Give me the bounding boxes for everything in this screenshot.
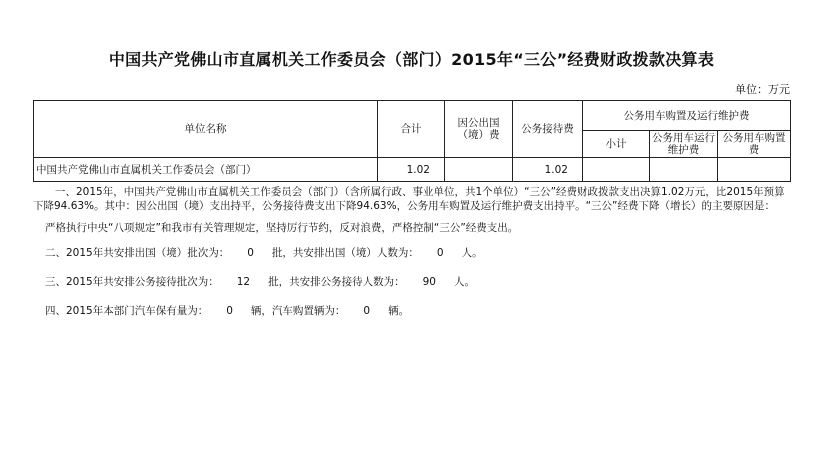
header-vehicle-operation: 公务用车运行维护费 — [650, 131, 718, 158]
cell-abroad — [445, 158, 513, 182]
note-abroad-middle: 批，共安排出国（境）人数为： — [271, 247, 419, 259]
explanatory-notes — [33, 185, 790, 318]
cell-total: 1.02 — [378, 158, 445, 182]
note-reception-people: 90 — [422, 276, 436, 288]
header-reception: 公务接待费 — [513, 101, 583, 158]
cell-subtotal — [583, 158, 650, 182]
cell-vehicle-operation — [650, 158, 718, 182]
note-abroad-prefix: 二、2015年共安排出国（境）批次为： — [45, 247, 230, 259]
note-vehicles-prefix: 四、2015年本部门汽车保有量为： — [45, 305, 209, 317]
cell-unit-name: 中国共产党佛山市直属机关工作委员会（部门） — [34, 158, 378, 182]
note-vehicles-cars: 0 — [226, 305, 233, 317]
header-abroad: 因公出国（境）费 — [445, 101, 513, 158]
note-reason: 严格执行中央“八项规定”和我市有关管理规定，坚持厉行节约，反对浪费，严格控制“三公”经费支出。 — [45, 222, 519, 234]
note-abroad-people: 0 — [436, 247, 444, 259]
note-vehicles-suffix: 辆。 — [388, 305, 410, 317]
cell-vehicle-purchase — [718, 158, 791, 182]
note-vehicles-purchased: 0 — [363, 305, 371, 317]
note-abroad-batches: 0 — [247, 247, 254, 259]
cell-reception: 1.02 — [513, 158, 583, 182]
note-reception — [33, 275, 790, 289]
expense-table — [33, 100, 791, 182]
header-vehicle-purchase: 公务用车购置费 — [718, 131, 791, 158]
unit-label: 单位：万元 — [735, 83, 790, 96]
header-vehicle: 公务用车购置及运行维护费 — [583, 101, 791, 131]
table-row — [34, 158, 791, 182]
note-reception-prefix: 三、2015年共安排公务接待批次为： — [45, 276, 219, 288]
note-abroad-trips — [33, 246, 790, 260]
header-unit-name: 单位名称 — [34, 101, 378, 158]
note-summary: 一、2015年，中国共产党佛山市直属机关工作委员会（部门）（含所属行政、事业单位，共1个单位）“三公”经费财政拨款支出决算1.02万元，比2015年预算下降94.63%。其中：因公出国（境）支出持平，公务接待费支出下降94.63%，公务用车购置及运行维护费支出持平。“三公”经费下降（增长）的主要原因是： — [33, 186, 785, 212]
table-header-row — [34, 101, 791, 131]
note-abroad-suffix: 人。 — [461, 247, 483, 259]
header-total: 合计 — [378, 101, 445, 158]
note-vehicles — [33, 304, 790, 318]
note-reception-batches: 12 — [236, 276, 251, 288]
header-subtotal: 小计 — [583, 131, 650, 158]
document-title: 中国共产党佛山市直属机关工作委员会（部门）2015年“三公”经费财政拨款决算表 — [108, 50, 715, 69]
note-reception-middle: 批，共安排公务接待人数为： — [268, 276, 405, 288]
note-vehicles-middle: 辆，汽车购置辆为： — [250, 305, 346, 317]
note-reception-suffix: 人。 — [453, 276, 475, 288]
